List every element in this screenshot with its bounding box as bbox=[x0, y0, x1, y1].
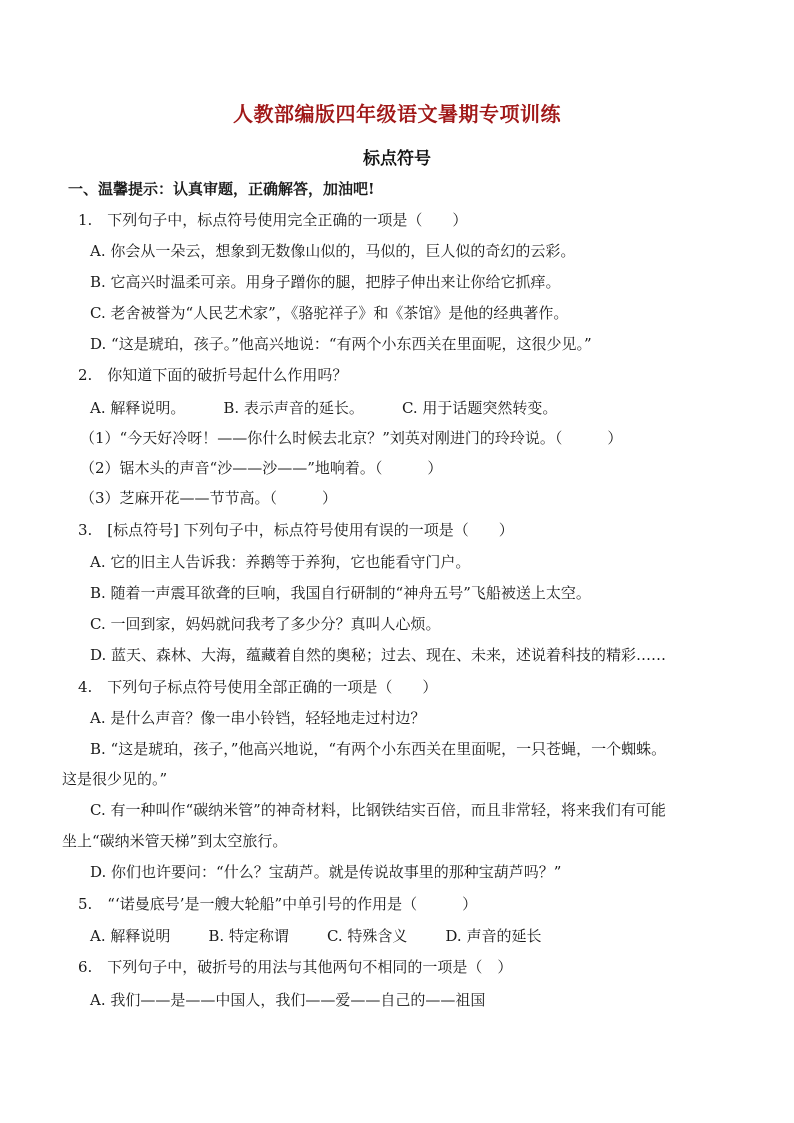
question-5-option-d: D. 声音的延长 bbox=[445, 927, 542, 945]
question-4-stem: 4. 下列句子标点符号使用全部正确的一项是（ ） bbox=[78, 678, 438, 696]
question-4-option-c-continued: 坐上“碳纳米管天梯”到太空旅行。 bbox=[62, 832, 288, 850]
question-1-option-b: B. 它高兴时温柔可亲。用身子蹭你的腿，把脖子伸出来让你给它抓痒。 bbox=[90, 273, 561, 291]
question-2-sub-3: （3）芝麻开花——节节高。（ ） bbox=[80, 489, 338, 507]
question-5-stem: 5. “‘诺曼底号’是一艘大轮船”中单引号的作用是（ ） bbox=[78, 895, 478, 913]
question-1-option-d: D. “这是琥珀，孩子。”他高兴地说：“有两个小东西关在里面呢，这很少见。” bbox=[90, 335, 592, 353]
question-1-stem: 1. 下列句子中，标点符号使用完全正确的一项是（ ） bbox=[78, 211, 468, 229]
question-5-option-a: A. 解释说明 bbox=[90, 927, 171, 945]
question-3-option-a: A. 它的旧主人告诉我：养鹅等于养狗，它也能看守门户。 bbox=[90, 553, 471, 571]
question-4-option-b-continued: 这是很少见的。” bbox=[62, 770, 168, 788]
question-3-option-c: C. 一回到家，妈妈就问我考了多少分？真叫人心烦。 bbox=[90, 615, 441, 633]
question-6-option-a: A. 我们——是——中国人，我们——爱——自己的——祖国 bbox=[90, 991, 486, 1009]
question-3-stem: 3. [标点符号] 下列句子中，标点符号使用有误的一项是（ ） bbox=[78, 521, 514, 539]
question-2-sub-2: （2）锯木头的声音“沙——沙——”地响着。（ ） bbox=[80, 459, 443, 477]
question-5-option-b: B. 特定称谓 bbox=[208, 927, 289, 945]
question-4-option-a: A. 是什么声音？像一串小铃铛，轻轻地走过村边？ bbox=[90, 709, 426, 727]
question-3-option-b: B. 随着一声震耳欲聋的巨响，我国自行研制的“神舟五号”飞船被送上太空。 bbox=[90, 584, 591, 602]
question-2-option-c: C. 用于话题突然转变。 bbox=[401, 399, 558, 417]
section-heading: 一、温馨提示：认真审题，正确解答，加油吧! bbox=[68, 180, 375, 198]
question-4-option-c: C. 有一种叫作“碳纳米管”的神奇材料，比钢铁结实百倍，而且非常轻，将来我们有可能 bbox=[90, 801, 666, 819]
question-6-stem: 6. 下列句子中，破折号的用法与其他两句不相同的一项是（ ） bbox=[78, 958, 513, 976]
question-2-option-b: B. 表示声音的延长。 bbox=[223, 399, 364, 417]
question-2-stem: 2. 你知道下面的破折号起什么作用吗？ bbox=[78, 366, 348, 384]
question-1-option-a: A. 你会从一朵云，想象到无数像山似的，马似的，巨人似的奇幻的云彩。 bbox=[90, 242, 576, 260]
question-2-options bbox=[90, 398, 557, 418]
question-1-option-c: C. 老舍被誉为“人民艺术家”，《骆驼祥子》和《茶馆》是他的经典著作。 bbox=[90, 304, 569, 322]
question-3-option-d: D. 蓝天、森林、大海，蕴藏着自然的奥秘；过去、现在、未来，述说着科技的精彩…… bbox=[90, 646, 667, 664]
question-5-option-c: C. 特殊含义 bbox=[326, 927, 408, 945]
question-5-options bbox=[90, 926, 541, 946]
question-4-option-b: B. “这是琥珀，孩子，”他高兴地说，“有两个小东西关在里面呢，一只苍蝇，一个蜘蛛。 bbox=[90, 740, 667, 758]
page-subtitle: 标点符号 bbox=[363, 149, 431, 169]
question-2-option-a: A. 解释说明。 bbox=[90, 399, 186, 417]
question-2-sub-1: （1）“今天好冷呀！——你什么时候去北京？”刘英对刚进门的玲玲说。（ ） bbox=[80, 429, 623, 447]
question-4-option-d: D. 你们也许要问：“什么？宝葫芦。就是传说故事里的那种宝葫芦吗？” bbox=[90, 863, 562, 881]
page-title: 人教部编版四年级语文暑期专项训练 bbox=[233, 102, 561, 126]
